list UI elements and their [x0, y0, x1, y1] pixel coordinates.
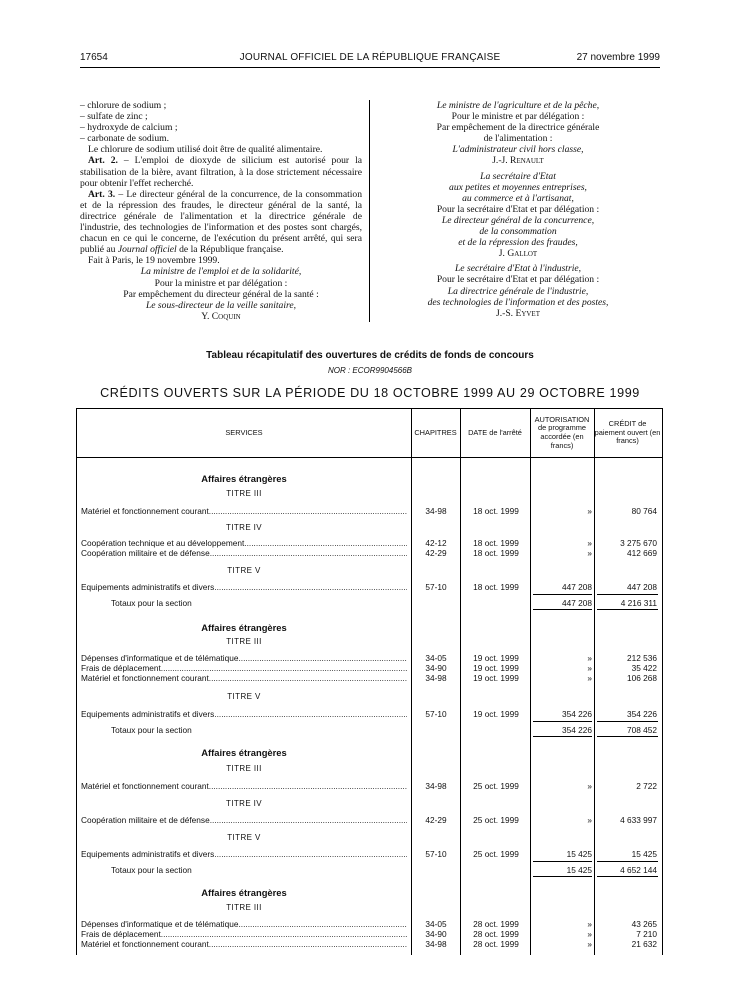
- row-chapitre: 57-10: [425, 582, 447, 592]
- table-row: [77, 709, 662, 720]
- row-chapitre: 34-05: [425, 653, 447, 663]
- row-date: 18 oct. 1999: [473, 538, 519, 548]
- row-credit: 2 722: [636, 781, 657, 791]
- row-autorisation: »: [587, 673, 592, 683]
- row-chapitre: 34-90: [425, 663, 447, 673]
- signature-title: Le directeur général de la concurrence,: [441, 214, 595, 226]
- row-autorisation: 354 226: [562, 709, 592, 719]
- table-row: [77, 673, 662, 684]
- total-rule: [533, 861, 592, 862]
- row-autorisation: »: [587, 781, 592, 791]
- total-autorisation: 15 425: [566, 865, 592, 875]
- total-rule: [533, 609, 592, 610]
- row-autorisation: »: [587, 815, 592, 825]
- row-date: 19 oct. 1999: [473, 653, 519, 663]
- row-credit: 35 422: [631, 663, 657, 673]
- row-date: 25 oct. 1999: [473, 815, 519, 825]
- row-autorisation: 15 425: [566, 849, 592, 859]
- row-credit: 412 669: [627, 548, 657, 558]
- titre-heading: TITRE V: [227, 833, 261, 842]
- row-credit: 447 208: [627, 582, 657, 592]
- total-credit: 4 216 311: [620, 598, 657, 608]
- article-label: Art. 2.: [88, 155, 118, 167]
- row-date: 19 oct. 1999: [473, 709, 519, 719]
- total-row: [77, 725, 662, 736]
- signature-empechement: Par empêchement du directeur général de la santé :: [123, 288, 319, 300]
- row-chapitre: 34-98: [425, 939, 447, 949]
- total-rule: [597, 736, 658, 737]
- row-date: 28 oct. 1999: [473, 929, 519, 939]
- row-autorisation: »: [587, 919, 592, 929]
- total-rule: [597, 721, 658, 722]
- row-date: 18 oct. 1999: [473, 548, 519, 558]
- row-chapitre: 57-10: [425, 709, 447, 719]
- page-header: [80, 52, 660, 68]
- signature-empechement: de l'alimentation :: [483, 133, 553, 145]
- row-credit: 80 764: [631, 506, 657, 516]
- table-row: [77, 939, 662, 950]
- row-label: Dépenses d'informatique et de télématique .....: [81, 919, 407, 929]
- section-title: Affaires étrangères: [201, 887, 287, 898]
- row-autorisation: »: [587, 538, 592, 548]
- signature-minister: Le ministre de l'agriculture et de la pêche,: [436, 100, 600, 111]
- table-row: [77, 849, 662, 860]
- total-row: [77, 865, 662, 876]
- header-credit: CRÉDIT de paiement ouvert (en francs): [594, 419, 661, 446]
- row-credit: 212 536: [627, 653, 657, 663]
- signature-delegation: Pour la ministre et par délégation :: [154, 277, 288, 289]
- total-rule: [533, 721, 592, 722]
- row-autorisation: »: [587, 653, 592, 663]
- row-credit: 106 268: [627, 673, 657, 683]
- list-item: – chlorure de sodium ;: [80, 100, 167, 111]
- signature-title: Le sous-directeur de la veille sanitaire,: [145, 299, 297, 311]
- sodium-sentence: Le chlorure de sodium utilisé doit être de qualité alimentaire.: [88, 144, 323, 156]
- row-label: Coopération technique et au développement .....: [81, 538, 407, 548]
- signature-empechement: Par empêchement de la directrice générale: [436, 122, 600, 134]
- total-rule: [533, 876, 592, 877]
- row-label: Equipements administratifs et divers .....: [81, 582, 407, 592]
- signature-title: au commerce et à l'artisanat,: [462, 192, 574, 204]
- row-date: 19 oct. 1999: [473, 663, 519, 673]
- signature-name: J.-S. Eyvet: [496, 307, 540, 319]
- signature-delegation: Pour la secrétaire d'Etat et par délégation :: [436, 203, 600, 215]
- total-rule: [597, 609, 658, 610]
- row-label: Matériel et fonctionnement courant .....: [81, 506, 407, 516]
- right-column: [376, 100, 660, 319]
- total-label: Totaux pour la section: [111, 865, 192, 875]
- article-3: Art. 3. – Le directeur général de la concurrence, de la consommation et de la répression des fraudes, le directeur général de la santé, la directrice générale de l'alimentation et la directrice générale de l'industrie, des technologies de l'information et des postes sont chargés, chacun en ce qui le concerne, de l'exécution du présent arrêté, qui sera publié au Journal officiel de la République française.: [80, 188, 362, 256]
- header-chapitres: CHAPITRES: [414, 427, 457, 437]
- total-label: Totaux pour la section: [111, 725, 192, 735]
- titre-heading: TITRE III: [226, 637, 262, 646]
- left-column: [80, 100, 362, 322]
- total-autorisation: 354 226: [562, 725, 592, 735]
- article-label: Art. 3.: [88, 188, 116, 200]
- table-row: [77, 548, 662, 559]
- row-chapitre: 34-90: [425, 929, 447, 939]
- header-date: DATE de l'arrêté: [468, 427, 522, 437]
- section-title: Affaires étrangères: [201, 747, 287, 758]
- row-chapitre: 34-98: [425, 781, 447, 791]
- signature-delegation: Pour le ministre et par délégation :: [451, 111, 585, 123]
- titre-heading: TITRE III: [226, 903, 262, 912]
- signature-title: La secrétaire d'Etat: [480, 170, 556, 182]
- row-label: Equipements administratifs et divers .....: [81, 849, 407, 859]
- signature-title: aux petites et moyennes entreprises,: [449, 181, 587, 193]
- total-row: [77, 598, 662, 609]
- titre-heading: TITRE III: [226, 489, 262, 498]
- total-autorisation: 447 208: [562, 598, 592, 608]
- table-row: [77, 781, 662, 792]
- row-label: Matériel et fonctionnement courant .....: [81, 781, 407, 791]
- header-autorisation: AUTORISATION de programme accordée (en francs): [534, 414, 590, 450]
- row-label: Coopération militaire et de défense .....: [81, 815, 407, 825]
- row-credit: 7 210: [636, 929, 657, 939]
- row-date: 25 oct. 1999: [473, 849, 519, 859]
- table-row: [77, 506, 662, 517]
- page-number: 17654: [80, 52, 108, 63]
- titre-heading: TITRE V: [227, 692, 261, 701]
- row-autorisation: »: [587, 663, 592, 673]
- row-autorisation: »: [587, 939, 592, 949]
- signature-title: des technologies de l'information et des postes,: [427, 296, 609, 308]
- row-label: Matériel et fonctionnement courant .....: [81, 939, 407, 949]
- signature-title: L'administrateur civil hors classe,: [452, 144, 584, 156]
- row-chapitre: 57-10: [425, 849, 447, 859]
- row-date: 19 oct. 1999: [473, 673, 519, 683]
- row-credit: 21 632: [631, 939, 657, 949]
- signature-title: Le secrétaire d'Etat à l'industrie,: [454, 263, 582, 275]
- total-rule: [533, 736, 592, 737]
- credits-table: [76, 408, 663, 955]
- signature-name: J. Gallot: [498, 248, 538, 260]
- titre-heading: TITRE V: [227, 566, 261, 575]
- row-date: 18 oct. 1999: [473, 506, 519, 516]
- nor-reference: NOR : ECOR9904566B: [327, 366, 413, 375]
- signature-title: et de la répression des fraudes,: [458, 237, 578, 249]
- row-date: 28 oct. 1999: [473, 939, 519, 949]
- row-date: 25 oct. 1999: [473, 781, 519, 791]
- total-rule: [597, 594, 658, 595]
- row-chapitre: 34-05: [425, 919, 447, 929]
- period-title: CRÉDITS OUVERTS SUR LA PÉRIODE DU 18 OCTOBRE 1999 AU 29 OCTOBRE 1999: [100, 386, 640, 400]
- row-autorisation: »: [587, 506, 592, 516]
- header-services: SERVICES: [225, 427, 263, 437]
- row-autorisation: »: [587, 548, 592, 558]
- row-chapitre: 34-98: [425, 673, 447, 683]
- issue-date: 27 novembre 1999: [576, 52, 660, 63]
- list-item: – sulfate de zinc ;: [80, 111, 148, 123]
- row-chapitre: 34-98: [425, 506, 447, 516]
- signature-title: de la consommation: [479, 226, 557, 238]
- table-row: [77, 582, 662, 593]
- total-rule: [597, 861, 658, 862]
- titre-heading: TITRE III: [226, 764, 262, 773]
- list-item: – carbonate de sodium.: [80, 133, 169, 145]
- total-label: Totaux pour la section: [111, 598, 192, 608]
- header-divider: [77, 457, 662, 458]
- total-credit: 708 452: [627, 725, 657, 735]
- row-label: Dépenses d'informatique et de télématique .....: [81, 653, 407, 663]
- row-label: Matériel et fonctionnement courant .....: [81, 673, 407, 683]
- row-label: Frais de déplacement .....: [81, 929, 407, 939]
- row-label: Coopération militaire et de défense .....: [81, 548, 407, 558]
- row-credit: 43 265: [631, 919, 657, 929]
- row-credit: 354 226: [627, 709, 657, 719]
- row-autorisation: »: [587, 929, 592, 939]
- row-chapitre: 42-29: [425, 548, 447, 558]
- column-separator: [369, 100, 370, 322]
- signature-delegation: Pour le secrétaire d'Etat et par délégation :: [436, 274, 600, 286]
- row-date: 18 oct. 1999: [473, 582, 519, 592]
- total-rule: [597, 876, 658, 877]
- article-2: Art. 2. – L'emploi de dioxyde de silicium est autorisé pour la stabilisation de la bière, avant filtration, à la dose strictement nécessaire pour obtenir l'effet recherché.: [80, 155, 363, 189]
- row-chapitre: 42-29: [425, 815, 447, 825]
- fait-a-paris: Fait à Paris, le 19 novembre 1999.: [88, 255, 220, 267]
- signature-name: Y. Coquin: [201, 310, 241, 322]
- row-chapitre: 42-12: [425, 538, 447, 548]
- signature-name: J.-J. Renault: [492, 155, 544, 167]
- signature-title: La directrice générale de l'industrie,: [447, 285, 589, 297]
- row-autorisation: 447 208: [562, 582, 592, 592]
- titre-heading: TITRE IV: [225, 799, 263, 808]
- signature-minister: La ministre de l'emploi et de la solidarité,: [140, 266, 302, 278]
- section-title: Affaires étrangères: [201, 473, 287, 484]
- row-label: Equipements administratifs et divers .....: [81, 709, 407, 719]
- header-rule: [80, 67, 660, 68]
- journal-title: JOURNAL OFFICIEL DE LA RÉPUBLIQUE FRANÇAISE: [239, 52, 501, 63]
- row-credit: 4 633 997: [620, 815, 657, 825]
- row-credit: 3 275 670: [620, 538, 657, 548]
- total-credit: 4 652 144: [620, 865, 657, 875]
- table-title: Tableau récapitulatif des ouvertures de crédits de fonds de concours: [206, 350, 534, 361]
- titre-heading: TITRE IV: [225, 523, 263, 532]
- list-item: – hydroxyde de calcium ;: [80, 122, 178, 134]
- table-row: [77, 815, 662, 826]
- row-label: Frais de déplacement .....: [81, 663, 407, 673]
- row-date: 28 oct. 1999: [473, 919, 519, 929]
- total-rule: [533, 594, 592, 595]
- section-title: Affaires étrangères: [201, 622, 287, 633]
- row-credit: 15 425: [631, 849, 657, 859]
